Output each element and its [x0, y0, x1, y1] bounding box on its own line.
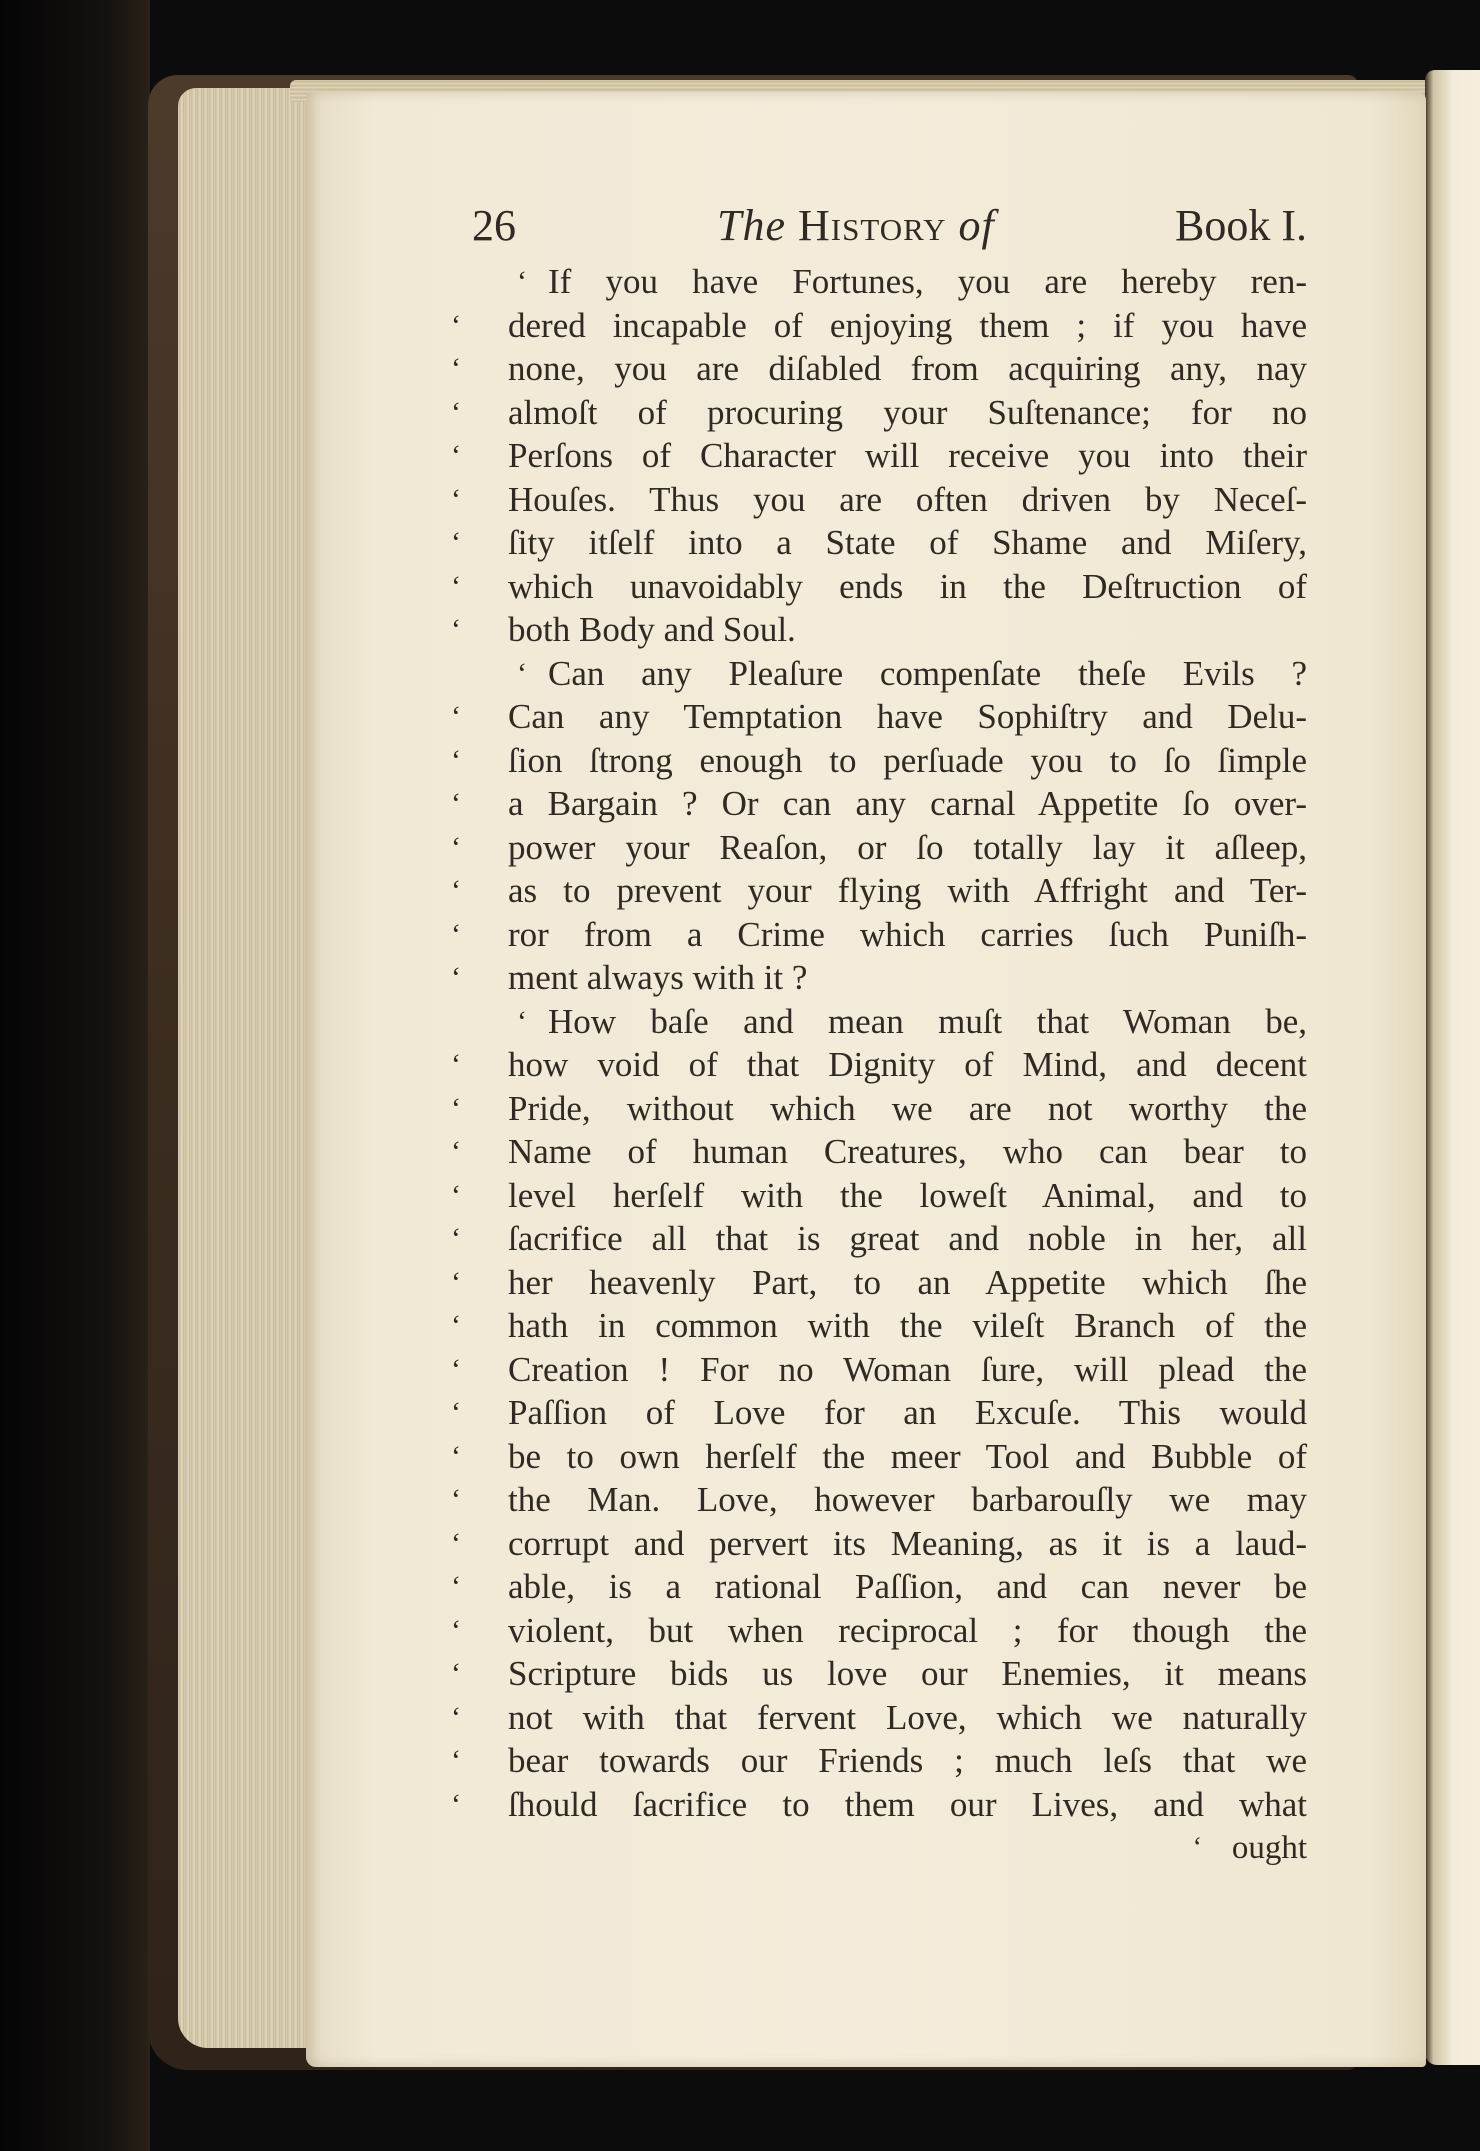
text-line [452, 304, 1307, 348]
line-text: Perſons of Character will receive you into their [508, 436, 1307, 475]
text-line [452, 1391, 1307, 1435]
text-line [452, 1087, 1307, 1131]
page-number: 26 [472, 201, 516, 250]
quote-mark: ‘ [451, 1787, 461, 1821]
line-text: Creation ! For no Woman ſure, will plead the [508, 1349, 1307, 1389]
quote-mark: ‘ [451, 700, 461, 733]
line-text: Houſes. Thus you are often driven by Neceſ- [508, 479, 1307, 519]
line-text: level herſelf with the loweſt Animal, and to [508, 1175, 1307, 1215]
quote-mark: ‘ [451, 439, 461, 472]
text-line [452, 913, 1307, 957]
line-text: hath in common with the vileſt Branch of the [508, 1306, 1307, 1345]
quote-mark: ‘ [517, 265, 527, 298]
text-line [452, 1000, 1307, 1044]
line-text: Scripture bids us love our Enemies, it means [508, 1654, 1307, 1693]
text-line [452, 434, 1307, 478]
title-caps: History [798, 201, 947, 250]
text-line [452, 782, 1307, 826]
quote-mark: ‘ [451, 1439, 461, 1473]
line-text: almoſt of procuring your Suſtenance; for no [508, 392, 1307, 432]
facing-page [1425, 70, 1480, 2065]
text-line [452, 1522, 1307, 1566]
text-line [452, 521, 1307, 565]
quote-mark: ‘ [451, 1570, 461, 1603]
quote-mark: ‘ [451, 1048, 461, 1081]
text-line [452, 1174, 1307, 1218]
line-text: corrupt and pervert its Meaning, as it is a laud- [508, 1523, 1307, 1563]
quote-mark: ‘ [517, 656, 527, 690]
running-title [717, 196, 995, 256]
quote-mark: ‘ [451, 1396, 461, 1429]
quote-mark: ‘ [451, 874, 461, 907]
background-left [0, 0, 150, 2151]
text-line [452, 1478, 1307, 1522]
line-text: Can any Pleaſure compenſate theſe Evils ? [548, 653, 1307, 693]
quote-mark: ‘ [451, 1091, 461, 1125]
line-text: ſion ſtrong enough to perſuade you to ſo ſimple [508, 740, 1307, 780]
quote-mark: ‘ [451, 613, 461, 646]
text-line [452, 347, 1307, 391]
text-line [452, 478, 1307, 522]
quote-mark: ‘ [451, 917, 461, 951]
line-text: not with that fervent Love, which we naturally [508, 1697, 1307, 1737]
text-line [452, 1609, 1307, 1653]
line-text: If you have Fortunes, you are hereby ren- [548, 262, 1307, 301]
running-head [452, 196, 1307, 256]
line-text: Pride, without which we are not worthy the [508, 1088, 1307, 1128]
quote-mark: ‘ [451, 395, 461, 429]
quote-mark: ‘ [451, 308, 461, 342]
line-text: both Body and Soul. [508, 610, 796, 649]
line-text: Paſſion of Love for an Excuſe. This would [508, 1393, 1307, 1432]
quote-mark: ‘ [451, 1526, 461, 1560]
page-edges-left [178, 88, 318, 2048]
line-text: ſacrifice all that is great and noble in her, all [508, 1219, 1307, 1258]
text-line [452, 260, 1307, 304]
quote-mark: ‘ [451, 1135, 461, 1168]
title-of: of [958, 201, 995, 250]
text-line [452, 1565, 1307, 1609]
line-text: Name of human Creatures, who can bear to [508, 1132, 1307, 1171]
line-text: violent, but when reciprocal ; for though the [508, 1610, 1307, 1650]
line-text: the Man. Love, however barbarouſly we may [508, 1480, 1307, 1519]
quote-mark: ‘ [451, 1744, 461, 1777]
quote-mark: ‘ [451, 1352, 461, 1386]
quote-mark: ‘ [451, 1483, 461, 1516]
text-line [452, 1348, 1307, 1392]
line-text: able, is a rational Paſſion, and can never be [508, 1567, 1307, 1606]
line-text: ſhould ſacrifice to them our Lives, and what [508, 1784, 1307, 1824]
line-text: as to prevent your flying with Affright and Ter- [508, 871, 1307, 910]
quote-mark: ‘ [451, 1700, 461, 1734]
line-text: How baſe and mean muſt that Woman be, [548, 1001, 1307, 1041]
quote-mark: ‘ [451, 1222, 461, 1255]
quote-mark: ‘ [451, 1309, 461, 1342]
quote-mark: ‘ [451, 787, 461, 820]
line-text: be to own herſelf the meer Tool and Bubble of [508, 1436, 1307, 1476]
text-line [452, 695, 1307, 739]
line-text: none, you are diſabled from acquiring any, nay [508, 349, 1307, 388]
quote-mark: ‘ [451, 482, 461, 516]
page-text [452, 196, 1307, 1870]
quote-mark: ‘ [451, 1657, 461, 1690]
text-line [452, 1261, 1307, 1305]
quote-mark: ‘ [451, 569, 461, 603]
line-text: ment always with it ? [508, 958, 808, 997]
text-line [452, 1217, 1307, 1261]
text-line [452, 1304, 1307, 1348]
line-text: Can any Temptation have Sophiſtry and Delu- [508, 697, 1307, 736]
line-text: a Bargain ? Or can any carnal Appetite ſo over- [508, 784, 1307, 823]
text-line [452, 565, 1307, 609]
text-line [452, 826, 1307, 870]
quote-mark: ‘ [451, 743, 461, 777]
line-text: ror from a Crime which carries ſuch Puniſh- [508, 914, 1307, 954]
text-line [452, 739, 1307, 783]
line-text: her heavenly Part, to an Appetite which ſhe [508, 1262, 1307, 1302]
text-line [452, 1739, 1307, 1783]
quote-mark: ‘ [451, 961, 461, 994]
quote-mark: ‘ [451, 352, 461, 385]
quote-mark: ‘ [451, 526, 461, 559]
quote-mark: ‘ [451, 1613, 461, 1647]
catchword: ought [1231, 1830, 1307, 1866]
text-lines [452, 260, 1307, 1826]
text-line [452, 1696, 1307, 1740]
quote-mark: ‘ [451, 830, 461, 864]
line-text: ſity itſelf into a State of Shame and Miſery, [508, 523, 1307, 562]
catchword-line [452, 1826, 1307, 1870]
line-text: how void of that Dignity of Mind, and decent [508, 1045, 1307, 1084]
title-italic: The [717, 201, 786, 250]
quote-mark: ‘ [451, 1265, 461, 1299]
text-line [452, 1652, 1307, 1696]
text-line [452, 652, 1307, 696]
line-text: bear towards our Friends ; much leſs that we [508, 1741, 1307, 1780]
line-text: dered incapable of enjoying them ; if you have [508, 305, 1307, 345]
quote-mark: ‘ [451, 1178, 461, 1212]
quote-mark: ‘ [517, 1004, 527, 1038]
text-line [452, 956, 1307, 1000]
text-line [452, 608, 1307, 652]
text-line [452, 391, 1307, 435]
quote-mark: ‘ [1192, 1832, 1202, 1863]
text-line [452, 869, 1307, 913]
text-line [452, 1783, 1307, 1827]
book-number: Book I. [1175, 201, 1307, 250]
text-line [452, 1435, 1307, 1479]
line-text: which unavoidably ends in the Deſtruction of [508, 566, 1307, 606]
line-text: power your Reaſon, or ſo totally lay it aſleep, [508, 827, 1307, 867]
text-line [452, 1130, 1307, 1174]
text-line [452, 1043, 1307, 1087]
